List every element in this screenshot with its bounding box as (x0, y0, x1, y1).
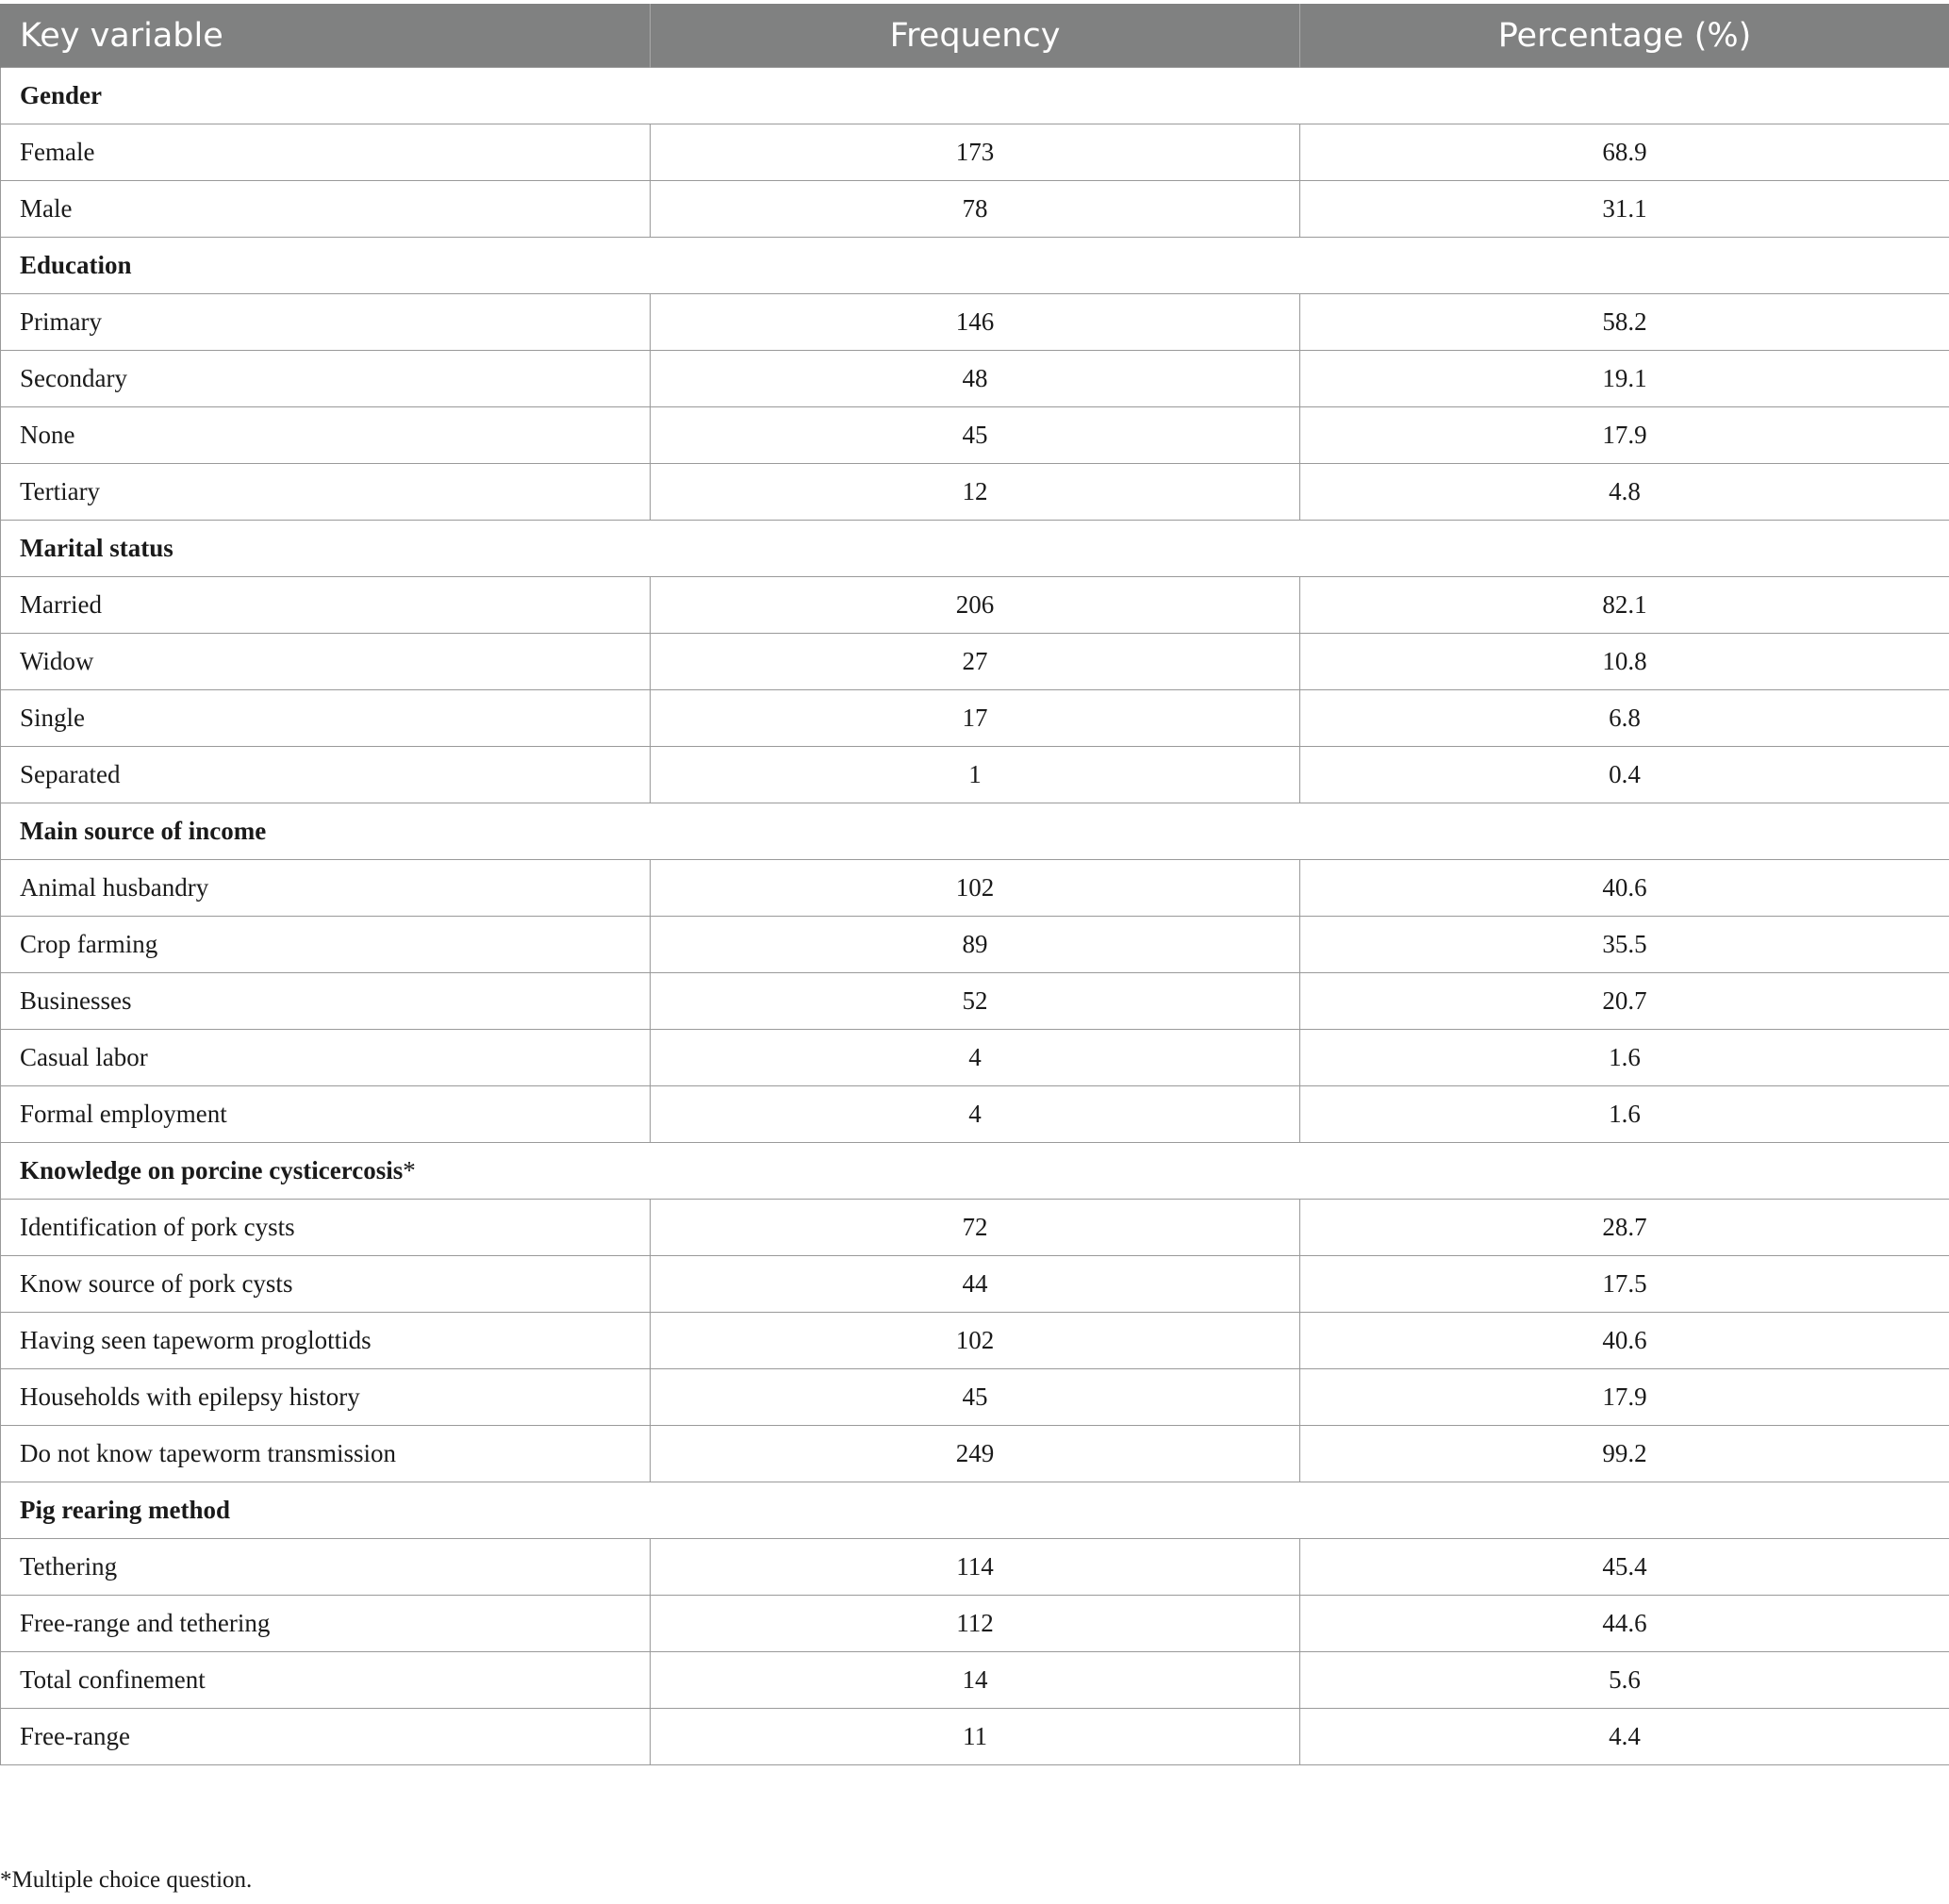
row-frequency: 206 (651, 577, 1300, 634)
header-frequency: Frequency (651, 4, 1300, 68)
row-label: Male (1, 181, 651, 238)
row-label: Do not know tapeworm transmission (1, 1426, 651, 1482)
row-percentage: 31.1 (1300, 181, 1949, 238)
data-table (0, 4, 1949, 1765)
row-label: Free-range and tethering (1, 1596, 651, 1652)
section-title-text: Knowledge on porcine cysticercosis (20, 1156, 404, 1184)
section-title-text: Marital status (20, 534, 173, 562)
table-body (1, 68, 1949, 1765)
row-label: Tertiary (1, 464, 651, 521)
row-label: Casual labor (1, 1030, 651, 1086)
row-frequency: 48 (651, 351, 1300, 407)
table-row (1, 1086, 1949, 1143)
row-percentage: 4.4 (1300, 1709, 1949, 1765)
section-title (1, 803, 1949, 860)
section-row (1, 68, 1949, 124)
table-row (1, 1426, 1949, 1482)
section-title (1, 68, 1949, 124)
row-frequency: 52 (651, 973, 1300, 1030)
row-label: Widow (1, 634, 651, 690)
section-row (1, 1482, 1949, 1539)
row-label: Married (1, 577, 651, 634)
table-row (1, 124, 1949, 181)
section-row (1, 238, 1949, 294)
table-row (1, 1369, 1949, 1426)
table-row (1, 294, 1949, 351)
table-row (1, 181, 1949, 238)
row-label: Single (1, 690, 651, 747)
row-percentage: 1.6 (1300, 1086, 1949, 1143)
row-label: Know source of pork cysts (1, 1256, 651, 1313)
row-percentage: 45.4 (1300, 1539, 1949, 1596)
section-title (1, 521, 1949, 577)
row-label: Secondary (1, 351, 651, 407)
row-percentage: 58.2 (1300, 294, 1949, 351)
section-row (1, 1143, 1949, 1200)
row-label: Free-range (1, 1709, 651, 1765)
section-row (1, 521, 1949, 577)
row-percentage: 17.9 (1300, 1369, 1949, 1426)
row-frequency: 45 (651, 1369, 1300, 1426)
row-frequency: 72 (651, 1200, 1300, 1256)
table-row (1, 973, 1949, 1030)
section-title (1, 1143, 1949, 1200)
row-label: Crop farming (1, 917, 651, 973)
row-frequency: 11 (651, 1709, 1300, 1765)
row-label: Businesses (1, 973, 651, 1030)
row-percentage: 82.1 (1300, 577, 1949, 634)
row-frequency: 102 (651, 1313, 1300, 1369)
table-header (1, 4, 1949, 68)
row-percentage: 6.8 (1300, 690, 1949, 747)
table-row (1, 351, 1949, 407)
row-label: Female (1, 124, 651, 181)
table-row (1, 1313, 1949, 1369)
row-label: Having seen tapeworm proglottids (1, 1313, 651, 1369)
row-frequency: 44 (651, 1256, 1300, 1313)
row-label: None (1, 407, 651, 464)
row-percentage: 35.5 (1300, 917, 1949, 973)
row-percentage: 40.6 (1300, 1313, 1949, 1369)
row-label: Animal husbandry (1, 860, 651, 917)
row-percentage: 40.6 (1300, 860, 1949, 917)
section-title (1, 238, 1949, 294)
row-frequency: 173 (651, 124, 1300, 181)
footnote: *Multiple choice question. (0, 1867, 253, 1893)
row-label: Identification of pork cysts (1, 1200, 651, 1256)
row-frequency: 249 (651, 1426, 1300, 1482)
header-row (1, 4, 1949, 68)
row-percentage: 17.5 (1300, 1256, 1949, 1313)
row-frequency: 12 (651, 464, 1300, 521)
table-row (1, 690, 1949, 747)
row-percentage: 20.7 (1300, 973, 1949, 1030)
section-title-text: Main source of income (20, 817, 267, 845)
table-row (1, 1652, 1949, 1709)
table-row (1, 1030, 1949, 1086)
row-frequency: 4 (651, 1030, 1300, 1086)
section-title-text: Gender (20, 81, 102, 109)
row-frequency: 27 (651, 634, 1300, 690)
row-label: Households with epilepsy history (1, 1369, 651, 1426)
row-percentage: 44.6 (1300, 1596, 1949, 1652)
table-row (1, 860, 1949, 917)
section-title-text: Education (20, 251, 132, 279)
table-row (1, 634, 1949, 690)
row-percentage: 5.6 (1300, 1652, 1949, 1709)
data-table-container (0, 4, 1949, 1765)
row-percentage: 10.8 (1300, 634, 1949, 690)
row-frequency: 146 (651, 294, 1300, 351)
table-row (1, 917, 1949, 973)
row-percentage: 17.9 (1300, 407, 1949, 464)
row-label: Tethering (1, 1539, 651, 1596)
row-frequency: 1 (651, 747, 1300, 803)
row-frequency: 102 (651, 860, 1300, 917)
row-percentage: 4.8 (1300, 464, 1949, 521)
row-frequency: 14 (651, 1652, 1300, 1709)
row-frequency: 17 (651, 690, 1300, 747)
row-label: Separated (1, 747, 651, 803)
row-percentage: 28.7 (1300, 1200, 1949, 1256)
row-frequency: 45 (651, 407, 1300, 464)
table-row (1, 407, 1949, 464)
table-row (1, 1256, 1949, 1313)
row-percentage: 99.2 (1300, 1426, 1949, 1482)
row-frequency: 112 (651, 1596, 1300, 1652)
row-frequency: 4 (651, 1086, 1300, 1143)
row-percentage: 0.4 (1300, 747, 1949, 803)
section-title-footnote-mark: * (403, 1156, 416, 1184)
row-label: Total confinement (1, 1652, 651, 1709)
row-percentage: 1.6 (1300, 1030, 1949, 1086)
table-row (1, 577, 1949, 634)
header-percentage: Percentage (%) (1300, 4, 1949, 68)
table-row (1, 464, 1949, 521)
table-row (1, 1596, 1949, 1652)
table-row (1, 1200, 1949, 1256)
header-key-variable: Key variable (1, 4, 651, 68)
section-title-text: Pig rearing method (20, 1496, 230, 1524)
row-label: Formal employment (1, 1086, 651, 1143)
row-frequency: 114 (651, 1539, 1300, 1596)
row-percentage: 68.9 (1300, 124, 1949, 181)
row-label: Primary (1, 294, 651, 351)
section-title (1, 1482, 1949, 1539)
row-percentage: 19.1 (1300, 351, 1949, 407)
table-row (1, 747, 1949, 803)
row-frequency: 89 (651, 917, 1300, 973)
table-row (1, 1709, 1949, 1765)
row-frequency: 78 (651, 181, 1300, 238)
table-row (1, 1539, 1949, 1596)
section-row (1, 803, 1949, 860)
